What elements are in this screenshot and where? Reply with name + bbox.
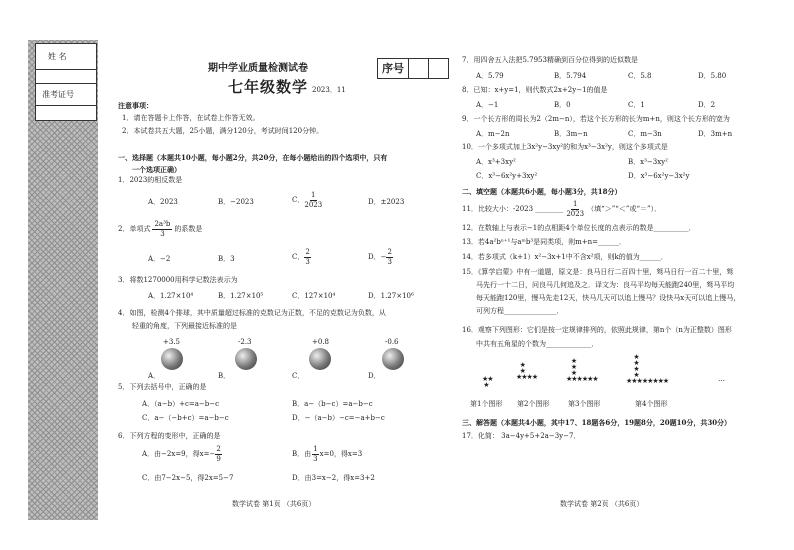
q6-option-b[interactable] bbox=[292, 445, 362, 464]
q6-option-a[interactable] bbox=[142, 445, 222, 464]
q7-option-d[interactable]: D．5.80 bbox=[698, 72, 727, 80]
q6-b-numerator: 1 bbox=[313, 445, 318, 453]
q3-stem: 3．将数1270000用科学记数法表示为 bbox=[118, 276, 238, 284]
q1-c-denominator: 2023 bbox=[304, 201, 323, 209]
section-1-title-cont: 一个选项正确） bbox=[132, 165, 181, 174]
star-figure-3: ★ ★ ★ ★★★★★★ bbox=[566, 357, 598, 383]
name-label: 姓 名 bbox=[48, 52, 67, 61]
subject-title: 七年级数学 bbox=[228, 78, 309, 96]
page-2-footer: 数学试卷 第2页 （共6页） bbox=[560, 500, 644, 508]
q5-option-b[interactable]: B．a−（b−c）=a−b−c bbox=[292, 400, 373, 408]
figure-label-3: 第3个图形 bbox=[568, 400, 601, 408]
page-1-footer: 数学试卷 第1页 （共6页） bbox=[232, 500, 316, 508]
q13-stem: 13．若4a²bⁿ⁺¹与aᵐb³是同类项，则m+n=______． bbox=[462, 238, 626, 246]
q6-stem: 6．下列方程的变形中，正确的是 bbox=[118, 432, 221, 440]
q2-option-a[interactable]: A．−2 bbox=[148, 255, 171, 263]
q8-option-c[interactable]: C．1 bbox=[628, 101, 645, 109]
q6-a-denominator: 9 bbox=[216, 455, 221, 463]
volleyball-icon bbox=[309, 348, 331, 370]
q17-stem: 17．化简： 3a−4y+5+2a−3y−7． bbox=[462, 432, 581, 440]
q1-c-fraction bbox=[304, 191, 322, 210]
q6-b-fraction bbox=[312, 445, 318, 464]
q9-option-a[interactable]: A．m−2n bbox=[476, 130, 510, 138]
q9-stem: 9．一个长方形的周长为2（2m−n），若这个长方形的长为m+n，则这个长方形的宽为 bbox=[462, 115, 730, 123]
volleyball-icon bbox=[382, 348, 404, 370]
q5-stem: 5．下列去括号中，正确的是 bbox=[118, 383, 207, 391]
q1-stem: 1．2023的相反数是 bbox=[118, 176, 183, 184]
figure-ellipsis: … bbox=[718, 375, 725, 383]
q2-c-fraction bbox=[304, 248, 310, 267]
exam-title: 期中学业质量检测试卷 bbox=[208, 63, 308, 74]
q1-option-a[interactable]: A．2023 bbox=[148, 198, 178, 206]
q3-option-d[interactable]: D．1.27×10⁶ bbox=[368, 292, 414, 300]
section-1-title: 一、选择题（本题共10小题，每小题2分，共20分，在每小题给出的四个选项中，只有 bbox=[118, 153, 388, 162]
q1-c-numerator: 1 bbox=[311, 191, 316, 199]
q2-option-d[interactable] bbox=[368, 248, 393, 267]
q2-stem bbox=[118, 220, 202, 239]
seq-cell-2[interactable] bbox=[429, 59, 448, 78]
figure-label-2: 第2个图形 bbox=[517, 400, 550, 408]
q7-stem: 7．用四舍五入法把5.7953精确到百分位得到的近似数是 bbox=[462, 56, 638, 64]
q2-suffix: 的系数是 bbox=[174, 225, 203, 233]
star-figure-1: ★★ ★ bbox=[482, 375, 493, 389]
q2-c-numerator: 2 bbox=[305, 248, 310, 256]
seq-cell-1[interactable] bbox=[409, 59, 429, 78]
q1-option-c[interactable] bbox=[292, 191, 322, 210]
q2-d-fraction bbox=[386, 248, 392, 267]
q3-option-c[interactable]: C．127×10⁴ bbox=[292, 292, 336, 300]
q2-d-denominator: 3 bbox=[387, 258, 392, 266]
q5-option-d[interactable]: D．−（a−b）−c=−a+b−c bbox=[292, 414, 385, 422]
q1-c-prefix: C． bbox=[292, 196, 305, 204]
q4-option-c[interactable]: C． bbox=[292, 372, 305, 380]
section-3-title: 三、解答题（本题共4小题，其中17、18题各6分，19题8分，20题10分，共30分） bbox=[462, 418, 732, 427]
q9-option-c[interactable]: C．m−3n bbox=[628, 130, 662, 138]
q2-denominator: 3 bbox=[160, 230, 165, 238]
notes-title: 注意事项： bbox=[118, 101, 153, 110]
q15-line-3: 每天能跑120里，慢马先走12天，快马几天可以追上慢马？设快马x天可以追上慢马， bbox=[476, 294, 741, 302]
q8-option-d[interactable]: D．2 bbox=[698, 101, 716, 109]
q4-option-a[interactable]: A． bbox=[148, 372, 161, 380]
figure-label-1: 第1个图形 bbox=[470, 400, 503, 408]
q11-fraction bbox=[566, 200, 584, 219]
q11-prefix: 11．比较大小：-2023 ________ bbox=[462, 205, 564, 213]
q10-option-a[interactable]: A．x³+3xy² bbox=[476, 158, 516, 166]
ball-label-4: -0.6 bbox=[385, 338, 399, 346]
q11-denominator: 2023 bbox=[566, 210, 585, 218]
q11-numerator: 1 bbox=[572, 200, 578, 208]
q8-option-a[interactable]: A．−1 bbox=[476, 101, 499, 109]
q2-prefix: 2．单项式 bbox=[118, 225, 151, 233]
ball-label-3: +0.8 bbox=[312, 338, 329, 346]
q2-option-b[interactable]: B．3 bbox=[218, 255, 235, 263]
q11-stem bbox=[462, 200, 661, 219]
q1-option-b[interactable]: B．−2023 bbox=[218, 198, 254, 206]
q2-numerator: 2a³b bbox=[154, 220, 171, 228]
q10-stem: 10．一个多项式加上3x²y−3xy²的和为x³−3x²y，则这个多项式是 bbox=[462, 143, 668, 151]
q2-option-c[interactable] bbox=[292, 248, 311, 267]
q6-option-c[interactable]: C．由7−2x−5，得2x=5−7 bbox=[142, 474, 234, 482]
star-figure-2: ★ ★ ★★★★ bbox=[516, 361, 538, 381]
q2-fraction bbox=[152, 220, 172, 239]
q15-line-4: 可列方程_______________． bbox=[476, 307, 564, 315]
q15-line-2: 马先行一十二日，问良马几何追及之．译文为：良马平均每天能跑240里，驽马平均 bbox=[476, 281, 735, 289]
section-2-title: 二、填空题（本题共6小题，每小题3分，共18分） bbox=[462, 187, 622, 196]
q10-option-c[interactable]: C．x³−6x²y+3xy² bbox=[476, 172, 538, 180]
figure-label-4: 第4个图形 bbox=[635, 400, 668, 408]
q16-line-2: 中共有五角星的个数为_____________． bbox=[476, 340, 599, 348]
ball-label-1: +3.5 bbox=[163, 338, 180, 346]
q2-d-prefix: D．− bbox=[368, 253, 387, 261]
seq-box bbox=[377, 58, 449, 79]
q6-b-denominator: 3 bbox=[313, 455, 318, 463]
seq-label: 序号 bbox=[378, 59, 409, 78]
q6-b-prefix: B．由 bbox=[292, 450, 312, 458]
note-1: 1．请在答题卡上作答，在试卷上作答无效。 bbox=[122, 114, 260, 122]
exam-id-field[interactable] bbox=[35, 105, 97, 121]
exam-id-label: 准考证号 bbox=[42, 90, 74, 99]
q1-option-d[interactable]: D．±2023 bbox=[368, 198, 405, 206]
q3-option-b[interactable]: B．1.27×10⁵ bbox=[218, 292, 264, 300]
q6-a-fraction bbox=[215, 445, 221, 464]
q15-line-1: 15．《算学启蒙》中有一道题，原文是：良马日行二百四十里，驽马日行一百二十里，驽 bbox=[462, 268, 734, 276]
q9-option-b[interactable]: B．3m−n bbox=[554, 130, 588, 138]
q7-option-c[interactable]: C．5.8 bbox=[628, 72, 652, 80]
q14-stem: 14．若多项式（k+1）x²−3x+1中不含x²项，则k的值为______． bbox=[462, 253, 668, 261]
q2-c-denominator: 3 bbox=[305, 258, 310, 266]
q2-d-numerator: 2 bbox=[387, 248, 392, 256]
q9-option-d[interactable]: D．3m+n bbox=[698, 130, 733, 138]
q10-option-b[interactable]: B．x³−3xy² bbox=[628, 158, 668, 166]
q5-option-a[interactable]: A．（a−b）+c=a−b−c bbox=[142, 400, 220, 408]
q4-option-d[interactable]: D． bbox=[368, 372, 381, 380]
volleyball-icon bbox=[161, 348, 183, 370]
q7-option-a[interactable]: A．5.79 bbox=[476, 72, 504, 80]
q5-option-c[interactable]: C．a−（−b+c）=a−b−c bbox=[142, 414, 229, 422]
note-2: 2．本试卷共五大题，25小题，满分120分，考试时间120分钟。 bbox=[122, 127, 324, 135]
exam-date: 2023．11 bbox=[312, 86, 346, 94]
q6-b-suffix: x=0，得x=3 bbox=[319, 450, 363, 458]
q12-stem: 12．在数轴上与表示−1的点相距4个单位长度的点表示的数是__________． bbox=[462, 224, 696, 232]
q8-option-b[interactable]: B．0 bbox=[554, 101, 571, 109]
q11-suffix: （填“＞”“＜”或“＝”）． bbox=[587, 205, 662, 213]
q8-stem: 8．已知：x+y=1，则代数式2x+2y−1的值是 bbox=[462, 86, 608, 94]
q16-line-1: 16．观察下列图形：它们是按一定规律排列的，依照此规律，第n个（n为正整数）图形 bbox=[462, 326, 732, 334]
q4-stem: 4．如图，检测4个排球，其中质量超过标准的克数记为正数，不足的克数记为负数，从 bbox=[118, 309, 386, 317]
q7-option-b[interactable]: B．5.794 bbox=[554, 72, 587, 80]
q2-c-prefix: C． bbox=[292, 253, 305, 261]
q6-a-prefix: A．由−2x=9，得x=− bbox=[142, 450, 216, 458]
q6-a-numerator: 2 bbox=[216, 445, 221, 453]
q4-stem-cont: 轻重的角度，下列最接近标准的是 bbox=[132, 322, 237, 330]
q3-option-a[interactable]: A．1.27×10⁴ bbox=[148, 292, 194, 300]
q6-option-d[interactable]: D．由3=x−2，得x=3+2 bbox=[292, 474, 375, 482]
ball-label-2: -2.3 bbox=[238, 338, 252, 346]
star-figure-4: ★ ★ ★ ★ ★★★★★★★★ bbox=[626, 353, 669, 385]
q10-option-d[interactable]: D．x³−6x²y−3x²y bbox=[628, 172, 690, 180]
volleyball-icon bbox=[235, 348, 257, 370]
q4-option-b[interactable]: B． bbox=[218, 372, 231, 380]
